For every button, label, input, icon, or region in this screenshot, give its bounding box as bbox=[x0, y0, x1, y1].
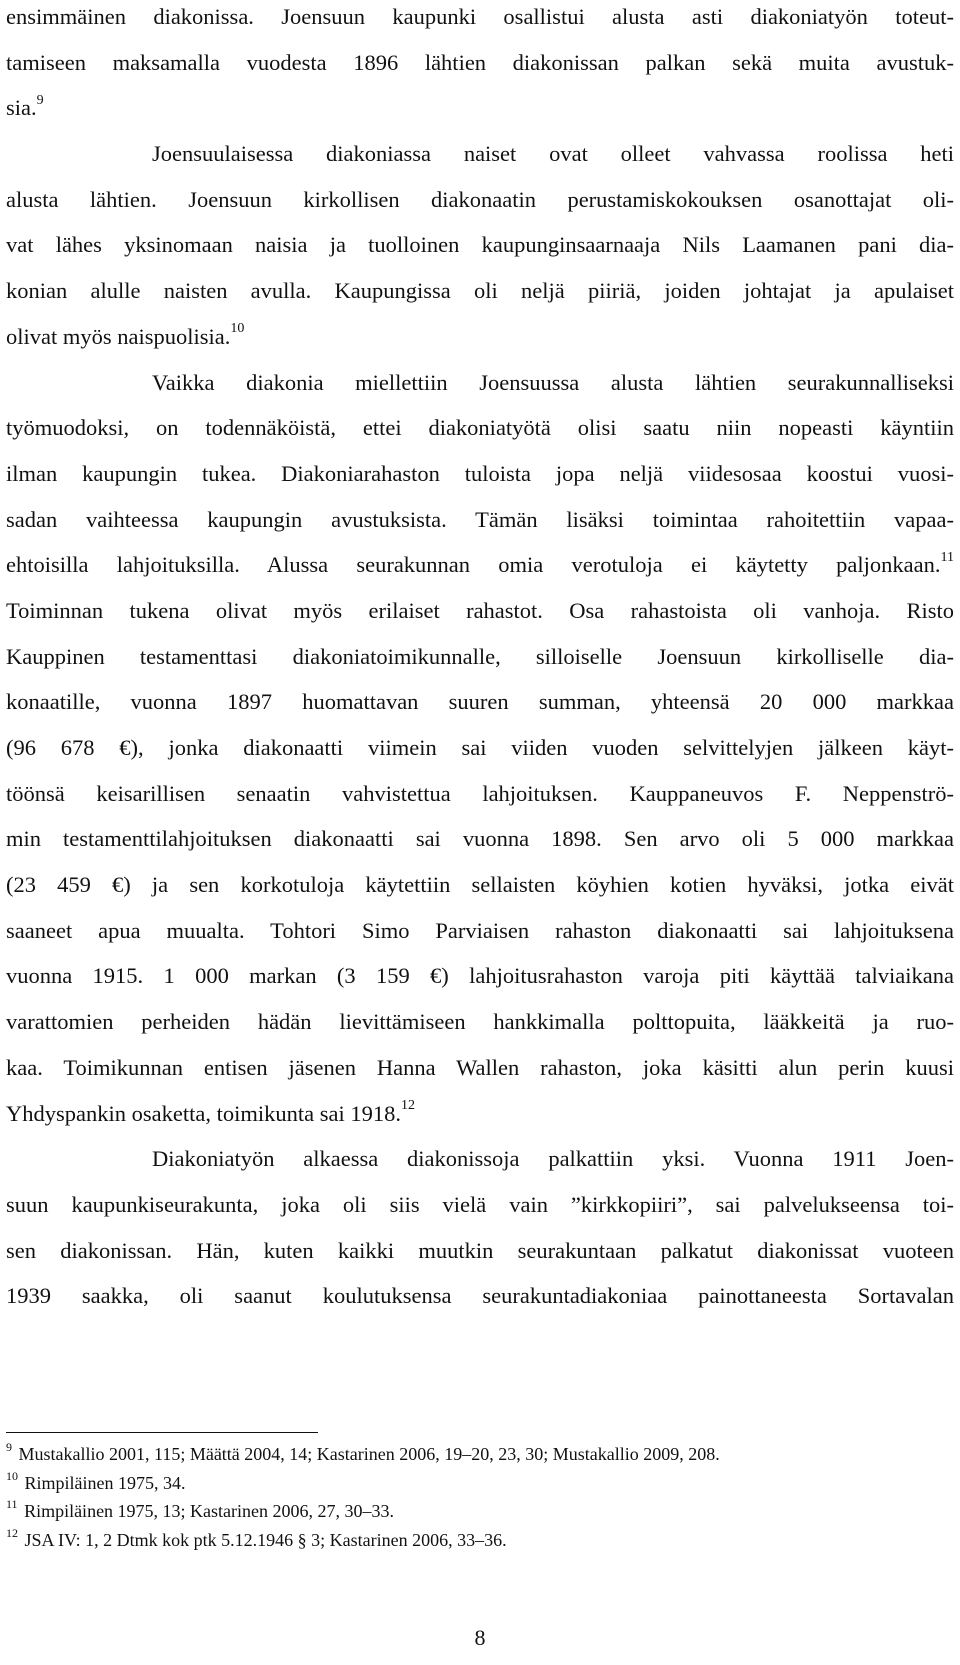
text-line: Toiminnan tukena olivat myös erilaiset rahastot. Osa rahastoista oli vanhoja. Risto bbox=[6, 597, 954, 623]
footnote-number: 11 bbox=[6, 1497, 18, 1511]
paragraph-first-line: Vaikka diakonia miellettiin Joensuussa alusta lähtien seurakunnalliseksi bbox=[152, 369, 954, 395]
text-line: saaneet apua muualta. Tohtori Simo Parviaisen rahaston diakonaatti sai lahjoituksena bbox=[6, 917, 954, 943]
footnote bbox=[6, 1526, 954, 1555]
paragraph-first-line: Joensuulaisessa diakoniassa naiset ovat olleet vahvassa roolissa heti bbox=[152, 141, 954, 167]
text-line: konian alulle naisten avulla. Kaupungissa oli neljä piiriä, joiden johtajat ja apulaiset bbox=[6, 278, 954, 304]
text-line: ensimmäinen diakonissa. Joensuun kaupunki osallistui alusta asti diakoniatyön toteut- bbox=[6, 4, 954, 29]
footnote-text: Rimpiläinen 1975, 34. bbox=[24, 1472, 186, 1493]
footnote bbox=[6, 1469, 954, 1498]
page-number: 8 bbox=[474, 1625, 486, 1650]
footnote bbox=[6, 1440, 954, 1469]
body-text bbox=[6, 0, 954, 1319]
text-line bbox=[6, 314, 954, 360]
footnote-text: Mustakallio 2001, 115; Määttä 2004, 14; Kastarinen 2006, 19–20, 23, 30; Mustakallio 2009, 208. bbox=[18, 1444, 720, 1464]
footnote-ref[interactable]: 9 bbox=[36, 92, 44, 108]
text-line: töönsä keisarillisen senaatin vahvistettua lahjoituksen. Kauppaneuvos F. Neppenströ- bbox=[6, 780, 954, 806]
text-line: suun kaupunkiseurakunta, joka oli siis vielä vain ”kirkkopiiri”, sai palvelukseensa toi- bbox=[6, 1191, 954, 1217]
footnote-number: 10 bbox=[6, 1468, 18, 1483]
text-line: (23 459 €) ja sen korkotuloja käytettiin sellaisten köyhien kotien hyväksi, jotka eivät bbox=[6, 872, 954, 898]
text-line bbox=[6, 1091, 954, 1137]
text-line: konaatille, vuonna 1897 huomattavan suuren summan, yhteensä 20 000 markkaa bbox=[6, 689, 954, 715]
footnote-text: JSA IV: 1, 2 Dtmk kok ptk 5.12.1946 § 3; Kastarinen 2006, 33–36. bbox=[24, 1529, 507, 1550]
footnote-ref[interactable]: 12 bbox=[400, 1098, 415, 1113]
footnote-divider bbox=[6, 1432, 318, 1433]
text-line: alusta lähtien. Joensuun kirkollisen diakonaatin perustamiskokouksen osanottajat oli- bbox=[6, 186, 954, 212]
line-text: sia. bbox=[6, 95, 37, 121]
footnote-number: 12 bbox=[6, 1525, 18, 1540]
line-text: ehtoisilla lahjoituksilla. Alussa seurakunnan omia verotuloja ei käytetty paljonkaan. bbox=[6, 552, 941, 578]
footnote-ref[interactable]: 11 bbox=[940, 549, 954, 565]
text-line: sadan vaihteessa kaupungin avustuksista. Tämän lisäksi toimintaa rahoitettiin vapaa- bbox=[6, 506, 954, 532]
text-line: min testamenttilahjoituksen diakonaatti sai vuonna 1898. Sen arvo oli 5 000 markkaa bbox=[6, 826, 954, 852]
line-text: olivat myös naispuolisia. bbox=[6, 323, 231, 349]
text-line: ilman kaupungin tukea. Diakoniarahaston tuloista jopa neljä viidesosaa koostui vuosi- bbox=[6, 460, 954, 486]
footnote-ref[interactable]: 10 bbox=[230, 321, 245, 337]
text-line: työmuodoksi, on todennäköistä, ettei diakoniatyötä olisi saatu niin nopeasti käyntiin bbox=[6, 415, 954, 441]
text-line: vuonna 1915. 1 000 markan (3 159 €) lahjoitusrahaston varoja piti käyttää talviaikana bbox=[6, 963, 954, 989]
line-text: Yhdyspankin osaketta, toimikunta sai 1918. bbox=[6, 1100, 401, 1126]
text-line: (96 678 €), jonka diakonaatti viimein sai viiden vuoden selvittelyjen jälkeen käyt- bbox=[6, 735, 954, 760]
text-line: Kauppinen testamenttasi diakoniatoimikunnalle, silloiselle Joensuun kirkolliselle dia- bbox=[6, 643, 954, 669]
footnote bbox=[6, 1497, 954, 1526]
text-line: varattomien perheiden hädän lievittämiseen hankkimalla polttopuita, lääkkeitä ja ruo- bbox=[6, 1009, 954, 1035]
footnotes bbox=[6, 1440, 954, 1554]
text-line: tamiseen maksamalla vuodesta 1896 lähtien diakonissan palkan sekä muita avustuk- bbox=[6, 49, 954, 75]
text-line: 1939 saakka, oli saanut koulutuksensa seurakuntadiakoniaa painottaneesta Sortavalan bbox=[6, 1283, 954, 1309]
text-line: kaa. Toimikunnan entisen jäsenen Hanna Wallen rahaston, joka käsitti alun perin kuusi bbox=[6, 1054, 954, 1080]
text-line bbox=[6, 85, 954, 131]
text-line bbox=[6, 542, 954, 588]
text-line: sen diakonissan. Hän, kuten kaikki muutkin seurakuntaan palkatut diakonissat vuoteen bbox=[6, 1237, 954, 1263]
text-line: vat lähes yksinomaan naisia ja tuolloinen kaupunginsaarnaaja Nils Laamanen pani dia- bbox=[6, 232, 954, 258]
footnote-number: 9 bbox=[6, 1440, 12, 1454]
footnote-text: Rimpiläinen 1975, 13; Kastarinen 2006, 27, 30–33. bbox=[24, 1501, 395, 1521]
paragraph-first-line: Diakoniatyön alkaessa diakonissoja palkattiin yksi. Vuonna 1911 Joen- bbox=[152, 1146, 954, 1172]
